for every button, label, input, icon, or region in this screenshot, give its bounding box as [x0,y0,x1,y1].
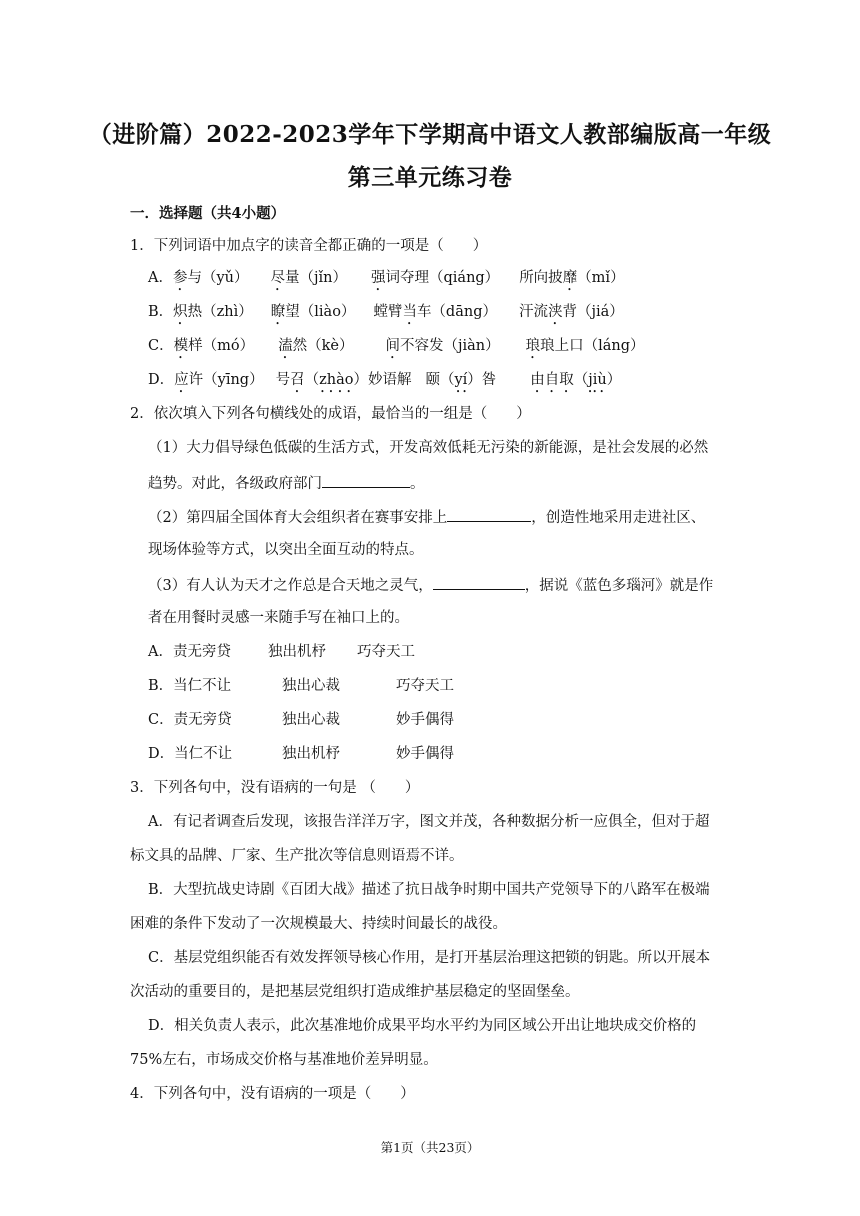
q2-sentence-1-cont: 趋势。对此，各级政府部门 。 [148,472,425,494]
section-heading: 一．选择题（共4小题） [130,205,286,222]
q2-sentence-3: （3）有人认为天才之作总是合天地之灵气， ，据说《蓝色多瑙河》就是作 [148,574,713,596]
q4-stem: 4．下列各句中，没有语病的一项是（ ） [130,1086,415,1102]
q2-option-a-3: 巧夺天工 [357,644,415,660]
q2-option-c: C．责无旁贷 [148,712,232,728]
q3-option-c-cont: 次活动的重要目的，是把基层党组织打造成维护基层稳定的坚固堡垒。 [130,984,580,1000]
title-line-1: （进阶篇）2022-2023学年下学期高中语文人教部编版高一年级 [88,121,772,148]
q3-option-b-cont: 困难的条件下发动了一次规模最大、持续时间最长的战役。 [130,916,507,932]
answer-blank-3 [433,574,525,590]
answer-blank-2 [447,506,531,522]
q3-option-c: C．基层党组织能否有效发挥领导核心作用，是打开基层治理这把锁的钥匙。所以开展本 [148,950,711,966]
title-line-2: 第三单元练习卷 [347,164,513,191]
q3-option-d: D．相关负责人表示，此次基准地价成果平均水平约为同区域公开出让地块成交价格的 [148,1018,697,1034]
q2-option-b: B．当仁不让 [148,678,232,694]
q3-option-d-cont: 75%左右，市场成交价格与基准地价差异明显。 [130,1052,438,1068]
q2-option-d: D．当仁不让 [148,746,233,762]
q2-option-a-2: 独出机杼 [268,644,326,660]
q2-stem: 2．依次填入下列各句横线处的成语，最恰当的一组是（ ） [130,406,531,422]
q2-option-a: A．责无旁贷 [148,644,231,660]
page-footer: 第1页（共23页） [380,1140,480,1155]
q1-option-c: C．模样（mó） 溘然（kè） 间不容发（jiàn） 琅琅上口（láng） [148,338,645,354]
answer-blank-1 [322,472,410,488]
q2-option-b-2: 独出心裁 [282,678,340,694]
q2-sentence-3-cont: 者在用餐时灵感一来随手写在袖口上的。 [148,610,409,626]
q1-option-d: D．应许（yīng） 号召（zhào）妙语解 颐（yí）咎 由自取（jiù） [148,372,622,388]
q2-sentence-1: （1）大力倡导绿色低碳的生活方式，开发高效低耗无污染的新能源，是社会发展的必然 [148,440,709,456]
q2-option-d-2: 独出机杼 [282,746,340,762]
q2-option-c-2: 独出心裁 [282,712,340,728]
q1-option-b: B．炽热（zhì） 瞭望（liào） 螳臂当车（dāng） 汗流浃背（jiá） [148,304,624,320]
q2-sentence-2: （2）第四届全国体育大会组织者在赛事安排上 ，创造性地采用走进社区、 [148,506,705,528]
q3-stem: 3．下列各句中，没有语病的一句是 （ ） [130,780,420,796]
q2-option-b-3: 巧夺天工 [396,678,454,694]
q2-sentence-2-cont: 现场体验等方式，以突出全面互动的特点。 [148,542,424,558]
q2-option-c-3: 妙手偶得 [396,712,454,728]
q3-option-a: A．有记者调查后发现，该报告洋洋万字，图文并茂，各种数据分析一应俱全，但对于超 [148,814,710,830]
q1-option-a: A．参与（yǔ） 尽量（jǐn） 强词夺理（qiáng） 所向披靡（mǐ） [148,270,625,286]
q2-option-d-3: 妙手偶得 [396,746,454,762]
q3-option-a-cont: 标文具的品牌、厂家、生产批次等信息则语焉不详。 [130,848,464,864]
q3-option-b: B．大型抗战史诗剧《百团大战》描述了抗日战争时期中国共产党领导下的八路军在极端 [148,882,710,898]
q1-stem: 1．下列词语中加点字的读音全都正确的一项是（ ） [130,238,488,254]
